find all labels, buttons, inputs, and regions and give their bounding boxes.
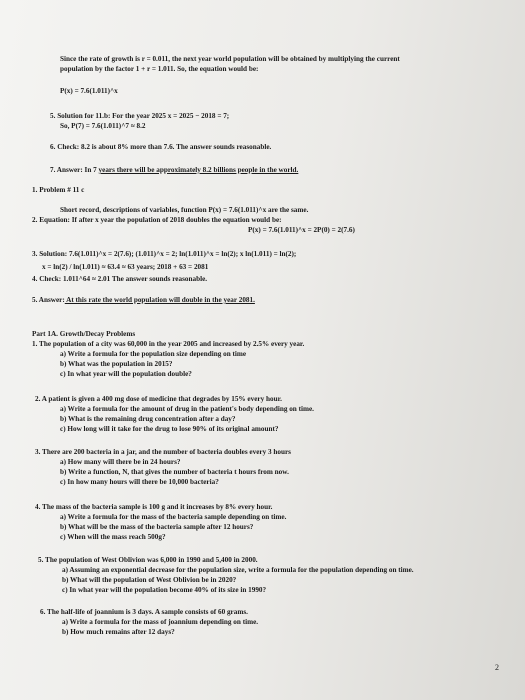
text-line: 2. A patient is given a 400 mg dose of medicine that degrades by 15% every hour.: [35, 395, 282, 403]
text-line: c) In what year will the population become 40% of its size in 1990?: [62, 586, 267, 594]
text-line: b) What will the population of West Oblivion be in 2020?: [62, 576, 237, 584]
text-line: 6. The half-life of joannium is 3 days. A sample consists of 60 grams.: [40, 608, 248, 616]
text-line: 4. Check: 1.011^64 ≈ 2.01 The answer sounds reasonable.: [32, 275, 208, 283]
text-line: So, P(7) = 7.6(1.011)^7 ≈ 8.2: [60, 122, 146, 130]
text-line: b) What was the population in 2015?: [60, 360, 173, 368]
text-line: 5. The population of West Oblivion was 6,000 in 1990 and 5,400 in 2000.: [38, 556, 258, 564]
text-line: b) How much remains after 12 days?: [62, 628, 175, 636]
text-line: 1. Problem # 11 c: [32, 186, 85, 194]
text-line: P(x) = 7.6(1.011)^x: [60, 87, 118, 95]
text-line: P(x) = 7.6(1.011)^x = 2P(0) = 2(7.6): [248, 226, 355, 234]
text-line: 2. Equation: If after x year the population of 2018 doubles the equation would be:: [32, 216, 282, 224]
text-line: b) Write a function, N, that gives the number of bacteria t hours from now.: [60, 468, 289, 476]
text-line: b) What is the remaining drug concentration after a day?: [60, 415, 236, 423]
text-line: c) In how many hours will there be 10,000 bacteria?: [60, 478, 219, 486]
text-line: 3. Solution: 7.6(1.011)^x = 2(7.6); (1.011)^x = 2; ln(1.011)^x = ln(2); x ln(1.011) = ln(2);: [32, 250, 297, 258]
text-line: 7. Answer: In 7 years there will be approximately 8.2 billions people in the world.: [50, 166, 299, 174]
text-line: Part 1A. Growth/Decay Problems: [32, 330, 136, 338]
text-line: x = ln(2) / ln(1.011) ≈ 63.4 ≈ 63 years; 2018 + 63 = 2081: [42, 263, 209, 271]
text-line: a) Write a formula for the population size depending on time: [60, 350, 247, 358]
page-number: 2: [495, 663, 499, 672]
text-line: a) Write a formula for the mass of the bacteria sample depending on time.: [60, 513, 287, 521]
text-line: c) In what year will the population double?: [60, 370, 192, 378]
text-line: 5. Solution for 11.b: For the year 2025 x = 2025 − 2018 = 7;: [50, 112, 230, 120]
text-line: a) Assuming an exponential decrease for the population size, write a formula for the population depending on time.: [62, 566, 414, 574]
text-line: c) How long will it take for the drug to lose 90% of its original amount?: [60, 425, 279, 433]
text-line: 6. Check: 8.2 is about 8% more than 7.6. The answer sounds reasonable.: [50, 143, 272, 151]
text-line: a) Write a formula for the mass of joannium depending on time.: [62, 618, 259, 626]
text-line: 1. The population of a city was 60,000 in the year 2005 and increased by 2.5% every year.: [32, 340, 305, 348]
text-line: 4. The mass of the bacteria sample is 100 g and it increases by 8% every hour.: [35, 503, 273, 511]
text-line: b) What will be the mass of the bacteria sample after 12 hours?: [60, 523, 254, 531]
text-line: c) When will the mass reach 500g?: [60, 533, 166, 541]
text-line: Short record, descriptions of variables, function P(x) = 7.6(1.011)^x are the same.: [60, 206, 309, 214]
text-line: a) How many will there be in 24 hours?: [60, 458, 181, 466]
text-line: Since the rate of growth is r = 0.011, the next year world population will be obtained by multiplying the current: [60, 55, 400, 63]
text-line: 5. Answer: At this rate the world population will double in the year 2081.: [32, 296, 255, 304]
text-line: population by the factor 1 + r = 1.011. So, the equation would be:: [60, 65, 259, 73]
text-line: a) Write a formula for the amount of drug in the patient's body depending on time.: [60, 405, 314, 413]
text-line: 3. There are 200 bacteria in a jar, and the number of bacteria doubles every 3 hours: [35, 448, 291, 456]
